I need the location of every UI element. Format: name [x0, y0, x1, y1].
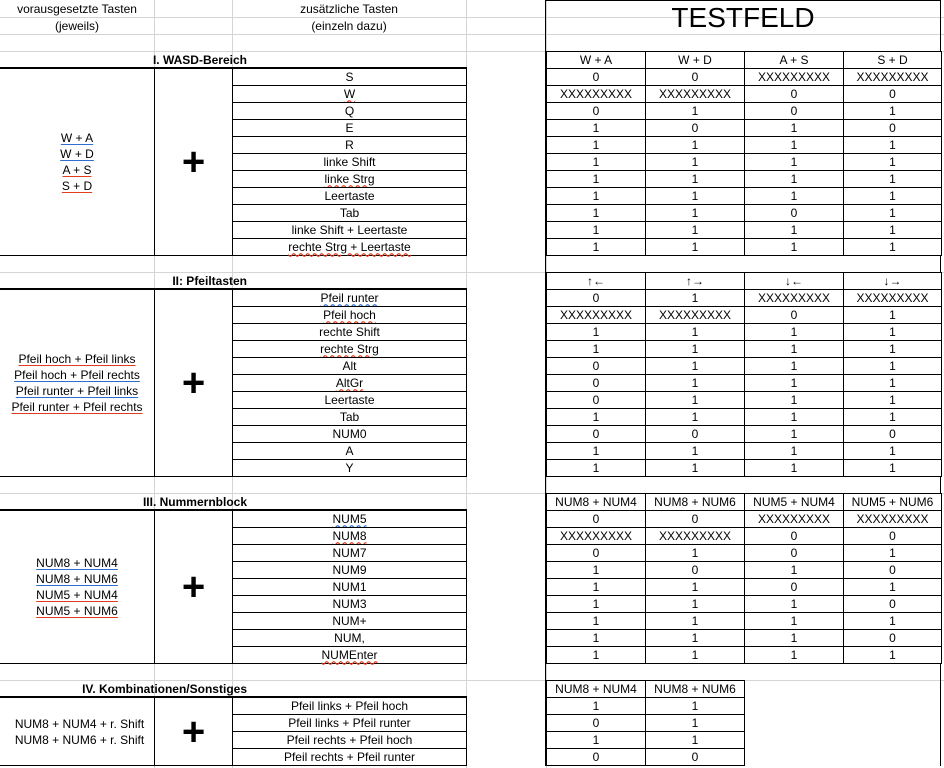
result-cell: 1	[546, 561, 646, 579]
prerequisite-combo-cell	[0, 510, 155, 664]
result-cell: 0	[546, 510, 646, 528]
prerequisite-combo-item: NUM8 + NUM4	[36, 556, 118, 570]
result-cell: 1	[843, 459, 942, 477]
prerequisite-combo-item: Pfeil runter + Pfeil rechts	[11, 400, 143, 414]
result-cell: 1	[546, 187, 646, 205]
result-cell: 1	[645, 340, 745, 358]
result-cell: 1	[744, 221, 844, 239]
additional-key-label: Leertaste	[324, 188, 375, 203]
result-cell: 1	[843, 136, 942, 154]
result-cell: XXXXXXXXX	[546, 85, 646, 103]
result-cell: 0	[546, 544, 646, 562]
additional-key-cell	[232, 204, 467, 222]
prerequisite-combo-item: A + S	[62, 163, 92, 177]
additional-key-label: Q	[344, 103, 355, 118]
additional-key-label: NUM7	[332, 545, 367, 560]
result-cell: 0	[645, 68, 745, 86]
plus-sign: +	[154, 68, 233, 256]
additional-key-label: NUM1	[332, 579, 367, 594]
result-cell: 1	[843, 187, 942, 205]
section-title: I. WASD-Bereich	[152, 53, 247, 67]
additional-key-label: NUM+	[332, 613, 367, 628]
prerequisite-combo-cell	[0, 68, 155, 256]
additional-key-label: AltGr	[335, 375, 364, 390]
result-column-header: ↓←	[744, 272, 844, 290]
result-cell: 0	[843, 629, 942, 647]
result-column-header: NUM8 + NUM6	[645, 680, 745, 698]
additional-key-label: NUMEnter	[321, 647, 378, 662]
result-cell: 0	[546, 748, 646, 766]
additional-key-cell	[232, 289, 467, 307]
result-cell: 1	[645, 102, 745, 120]
result-cell: 1	[645, 544, 745, 562]
section-title: IV. Kombinationen/Sonstiges	[82, 682, 247, 696]
result-cell: 0	[546, 289, 646, 307]
result-cell: 0	[546, 714, 646, 732]
result-cell: 1	[843, 408, 942, 426]
result-cell: 1	[843, 102, 942, 120]
prerequisite-combo-item: W + D	[60, 147, 94, 161]
result-cell: 0	[843, 119, 942, 137]
result-cell: 1	[546, 153, 646, 171]
result-column-header: W + D	[645, 51, 745, 69]
result-cell: 1	[546, 578, 646, 596]
additional-key-cell	[232, 374, 467, 392]
additional-key-label: Pfeil rechts + Pfeil runter	[283, 749, 416, 764]
additional-key-cell	[232, 221, 467, 239]
result-cell: 1	[645, 408, 745, 426]
result-cell: 0	[546, 68, 646, 86]
prerequisite-combo-item: S + D	[61, 179, 93, 193]
result-column-header: NUM8 + NUM4	[546, 680, 646, 698]
result-cell: 1	[546, 204, 646, 222]
additional-key-label: linke Shift	[323, 154, 376, 169]
result-cell: 1	[546, 629, 646, 647]
result-cell: 1	[546, 459, 646, 477]
result-cell: 1	[744, 391, 844, 409]
additional-key-label: NUM8	[332, 528, 367, 543]
additional-key-label: Pfeil runter	[320, 290, 379, 305]
additional-key-cell	[232, 629, 467, 647]
result-column-header: S + D	[843, 51, 942, 69]
result-cell: 1	[645, 153, 745, 171]
result-cell: XXXXXXXXX	[645, 306, 745, 324]
prerequisite-combo-item: Pfeil hoch + Pfeil rechts	[14, 368, 140, 382]
result-cell: 1	[546, 340, 646, 358]
result-cell: 1	[843, 306, 942, 324]
prerequisite-combo-item: NUM5 + NUM6	[36, 604, 118, 618]
additional-key-cell	[232, 510, 467, 528]
result-column-header: ↑→	[645, 272, 745, 290]
additional-key-cell	[232, 612, 467, 630]
additional-key-cell	[232, 578, 467, 596]
result-cell: 1	[843, 544, 942, 562]
result-cell: 1	[843, 221, 942, 239]
result-cell: 1	[744, 612, 844, 630]
result-cell: 0	[843, 527, 942, 545]
result-cell: XXXXXXXXX	[843, 289, 942, 307]
additional-key-cell	[232, 238, 467, 256]
additional-key-label: A	[345, 443, 354, 458]
result-cell: 0	[645, 119, 745, 137]
additional-key-cell	[232, 85, 467, 103]
result-cell: 1	[645, 323, 745, 341]
result-cell: 1	[645, 374, 745, 392]
result-cell: 1	[645, 646, 745, 664]
section-title: III. Nummernblock	[142, 495, 247, 509]
header-col-b-sub: (einzeln dazu)	[311, 19, 387, 33]
result-cell: XXXXXXXXX	[645, 527, 745, 545]
additional-key-cell	[232, 323, 467, 341]
prerequisite-combo-item: Pfeil runter + Pfeil links	[15, 384, 139, 398]
result-cell: 1	[645, 187, 745, 205]
prerequisite-combo-cell	[0, 289, 155, 477]
result-cell: XXXXXXXXX	[843, 510, 942, 528]
result-cell: 1	[744, 561, 844, 579]
result-cell: 0	[645, 425, 745, 443]
result-cell: 1	[744, 408, 844, 426]
additional-key-label: Pfeil rechts + Pfeil hoch	[286, 732, 413, 747]
result-cell: 0	[645, 748, 745, 766]
additional-key-cell	[232, 187, 467, 205]
result-cell: 1	[645, 170, 745, 188]
result-cell: 1	[645, 136, 745, 154]
result-cell: 1	[645, 221, 745, 239]
result-cell: 1	[645, 612, 745, 630]
additional-key-label: NUM9	[332, 562, 367, 577]
result-cell: 1	[843, 612, 942, 630]
result-cell: 1	[645, 731, 745, 749]
result-cell: 0	[744, 204, 844, 222]
result-cell: 1	[744, 646, 844, 664]
result-cell: 1	[546, 119, 646, 137]
result-cell: 1	[843, 391, 942, 409]
additional-key-label: Y	[345, 460, 354, 475]
result-cell: 1	[843, 323, 942, 341]
result-cell: 1	[744, 425, 844, 443]
additional-key-label: Leertaste	[324, 392, 375, 407]
section-divider	[0, 288, 467, 289]
result-cell: 0	[744, 578, 844, 596]
additional-key-label: NUM3	[332, 596, 367, 611]
header-col-a: vorausgesetzte Tasten	[17, 2, 137, 16]
additional-key-cell	[232, 527, 467, 545]
result-cell: XXXXXXXXX	[546, 306, 646, 324]
prerequisite-combo-item: NUM8 + NUM6 + r. Shift	[14, 732, 145, 747]
additional-key-label: rechte Strg + Leertaste	[288, 239, 411, 254]
result-cell: 1	[546, 442, 646, 460]
additional-key-cell	[232, 748, 467, 766]
result-column-header: NUM5 + NUM6	[843, 493, 942, 511]
additional-key-label: Tab	[339, 409, 360, 424]
result-column-header: NUM5 + NUM4	[744, 493, 844, 511]
result-cell: 1	[744, 153, 844, 171]
additional-key-cell	[232, 408, 467, 426]
result-cell: XXXXXXXXX	[843, 68, 942, 86]
result-cell: 1	[744, 238, 844, 256]
result-cell: 1	[744, 323, 844, 341]
result-cell: 1	[645, 289, 745, 307]
result-cell: 0	[546, 391, 646, 409]
result-cell: 1	[843, 170, 942, 188]
result-column-header: ↑←	[546, 272, 646, 290]
result-cell: XXXXXXXXX	[744, 68, 844, 86]
result-cell: 1	[645, 357, 745, 375]
additional-key-cell	[232, 442, 467, 460]
result-cell: 1	[546, 323, 646, 341]
testfeld-title: TESTFELD	[671, 2, 815, 33]
result-cell: 1	[645, 697, 745, 715]
result-cell: 0	[744, 544, 844, 562]
additional-key-label: Tab	[339, 205, 360, 220]
result-cell: 1	[843, 153, 942, 171]
additional-key-label: R	[345, 137, 354, 152]
additional-key-cell	[232, 595, 467, 613]
additional-key-cell	[232, 425, 467, 443]
result-cell: 0	[546, 425, 646, 443]
result-cell: 1	[744, 629, 844, 647]
result-cell: 1	[546, 170, 646, 188]
prerequisite-combo-item: NUM8 + NUM6	[36, 572, 118, 586]
prerequisite-combo-item: NUM5 + NUM4	[36, 588, 118, 602]
additional-key-cell	[232, 136, 467, 154]
result-cell: 1	[744, 595, 844, 613]
prerequisite-combo-list	[10, 716, 144, 748]
result-cell: 1	[645, 578, 745, 596]
result-cell: 1	[843, 578, 942, 596]
additional-key-label: rechte Strg	[320, 341, 379, 356]
additional-key-cell	[232, 340, 467, 358]
additional-key-label: E	[345, 120, 354, 135]
additional-key-cell	[232, 68, 467, 86]
prerequisite-combo-item: NUM8 + NUM4 + r. Shift	[14, 716, 145, 731]
additional-key-label: linke Shift + Leertaste	[291, 222, 408, 237]
additional-key-cell	[232, 697, 467, 715]
additional-key-cell	[232, 357, 467, 375]
additional-key-label: NUM,	[334, 630, 365, 645]
result-cell: 1	[843, 646, 942, 664]
result-cell: 0	[843, 425, 942, 443]
result-cell: 1	[843, 340, 942, 358]
result-column-header: A + S	[744, 51, 844, 69]
result-cell: 1	[546, 646, 646, 664]
result-cell: XXXXXXXXX	[645, 85, 745, 103]
prerequisite-combo-cell	[0, 697, 155, 766]
additional-key-label: Pfeil links + Pfeil hoch	[290, 698, 409, 713]
additional-key-label: W	[343, 86, 356, 101]
result-cell: 1	[843, 442, 942, 460]
result-cell: 1	[843, 357, 942, 375]
additional-key-label: S	[345, 69, 354, 84]
additional-key-label: Pfeil links + Pfeil runter	[288, 715, 411, 730]
result-column-header: NUM8 + NUM4	[546, 493, 646, 511]
result-cell: 1	[546, 595, 646, 613]
result-cell: 1	[843, 204, 942, 222]
additional-key-cell	[232, 391, 467, 409]
result-cell: 1	[546, 238, 646, 256]
result-cell: 1	[645, 629, 745, 647]
section-divider	[0, 67, 467, 68]
additional-key-label: Alt	[342, 358, 357, 373]
result-cell: 1	[546, 136, 646, 154]
result-cell: 0	[546, 102, 646, 120]
result-cell: 0	[744, 85, 844, 103]
result-cell: 0	[843, 595, 942, 613]
result-cell: 0	[645, 561, 745, 579]
result-cell: 1	[744, 442, 844, 460]
result-cell: 1	[645, 595, 745, 613]
additional-key-cell	[232, 561, 467, 579]
additional-key-cell	[232, 646, 467, 664]
result-cell: 0	[744, 102, 844, 120]
additional-key-label: Pfeil hoch	[323, 307, 376, 322]
result-cell: 0	[546, 357, 646, 375]
result-cell: 1	[843, 374, 942, 392]
additional-key-label: NUM0	[332, 426, 367, 441]
additional-key-cell	[232, 714, 467, 732]
header-col-b: zusätzliche Tasten	[300, 2, 398, 16]
result-cell: 1	[546, 731, 646, 749]
result-cell: 0	[744, 306, 844, 324]
result-column-header: W + A	[546, 51, 646, 69]
result-cell: 1	[744, 119, 844, 137]
section-divider	[0, 696, 467, 697]
result-cell: 0	[744, 527, 844, 545]
result-cell: XXXXXXXXX	[744, 510, 844, 528]
result-cell: 1	[645, 238, 745, 256]
additional-key-cell	[232, 306, 467, 324]
additional-key-label: rechte Shift	[319, 324, 380, 339]
result-cell: 1	[744, 340, 844, 358]
prerequisite-combo-item: W + A	[60, 131, 94, 145]
additional-key-cell	[232, 731, 467, 749]
additional-key-cell	[232, 119, 467, 137]
additional-key-cell	[232, 153, 467, 171]
additional-key-label: linke Strg	[324, 171, 375, 186]
additional-key-cell	[232, 544, 467, 562]
result-cell: XXXXXXXXX	[744, 289, 844, 307]
result-cell: 1	[546, 221, 646, 239]
result-cell: 0	[546, 374, 646, 392]
result-cell: 1	[744, 136, 844, 154]
result-cell: 0	[843, 85, 942, 103]
result-cell: 1	[744, 357, 844, 375]
result-column-header: ↓→	[843, 272, 942, 290]
result-column-header: NUM8 + NUM6	[645, 493, 745, 511]
additional-key-cell	[232, 102, 467, 120]
prerequisite-combo-list	[11, 351, 142, 415]
result-cell: XXXXXXXXX	[546, 527, 646, 545]
result-cell: 1	[645, 442, 745, 460]
result-cell: 1	[645, 714, 745, 732]
plus-sign: +	[154, 697, 233, 766]
plus-sign: +	[154, 510, 233, 664]
result-cell: 1	[645, 391, 745, 409]
result-cell: 1	[843, 238, 942, 256]
result-cell: 1	[546, 697, 646, 715]
prerequisite-combo-list	[36, 555, 118, 619]
prerequisite-combo-list	[60, 130, 94, 194]
prerequisite-combo-item: Pfeil hoch + Pfeil links	[18, 352, 136, 366]
additional-key-cell	[232, 170, 467, 188]
result-cell: 1	[546, 408, 646, 426]
header-col-a-sub: (jeweils)	[54, 19, 99, 33]
result-cell: 1	[645, 459, 745, 477]
result-cell: 1	[744, 459, 844, 477]
result-cell: 1	[546, 612, 646, 630]
result-cell: 1	[645, 204, 745, 222]
result-cell: 1	[744, 374, 844, 392]
additional-key-cell	[232, 459, 467, 477]
section-divider	[0, 509, 467, 510]
result-cell: 0	[645, 510, 745, 528]
result-cell: 0	[843, 561, 942, 579]
section-title: II: Pfeiltasten	[172, 274, 247, 288]
additional-key-label: NUM5	[332, 511, 367, 526]
result-cell: 1	[744, 170, 844, 188]
plus-sign: +	[154, 289, 233, 477]
result-cell: 1	[744, 187, 844, 205]
